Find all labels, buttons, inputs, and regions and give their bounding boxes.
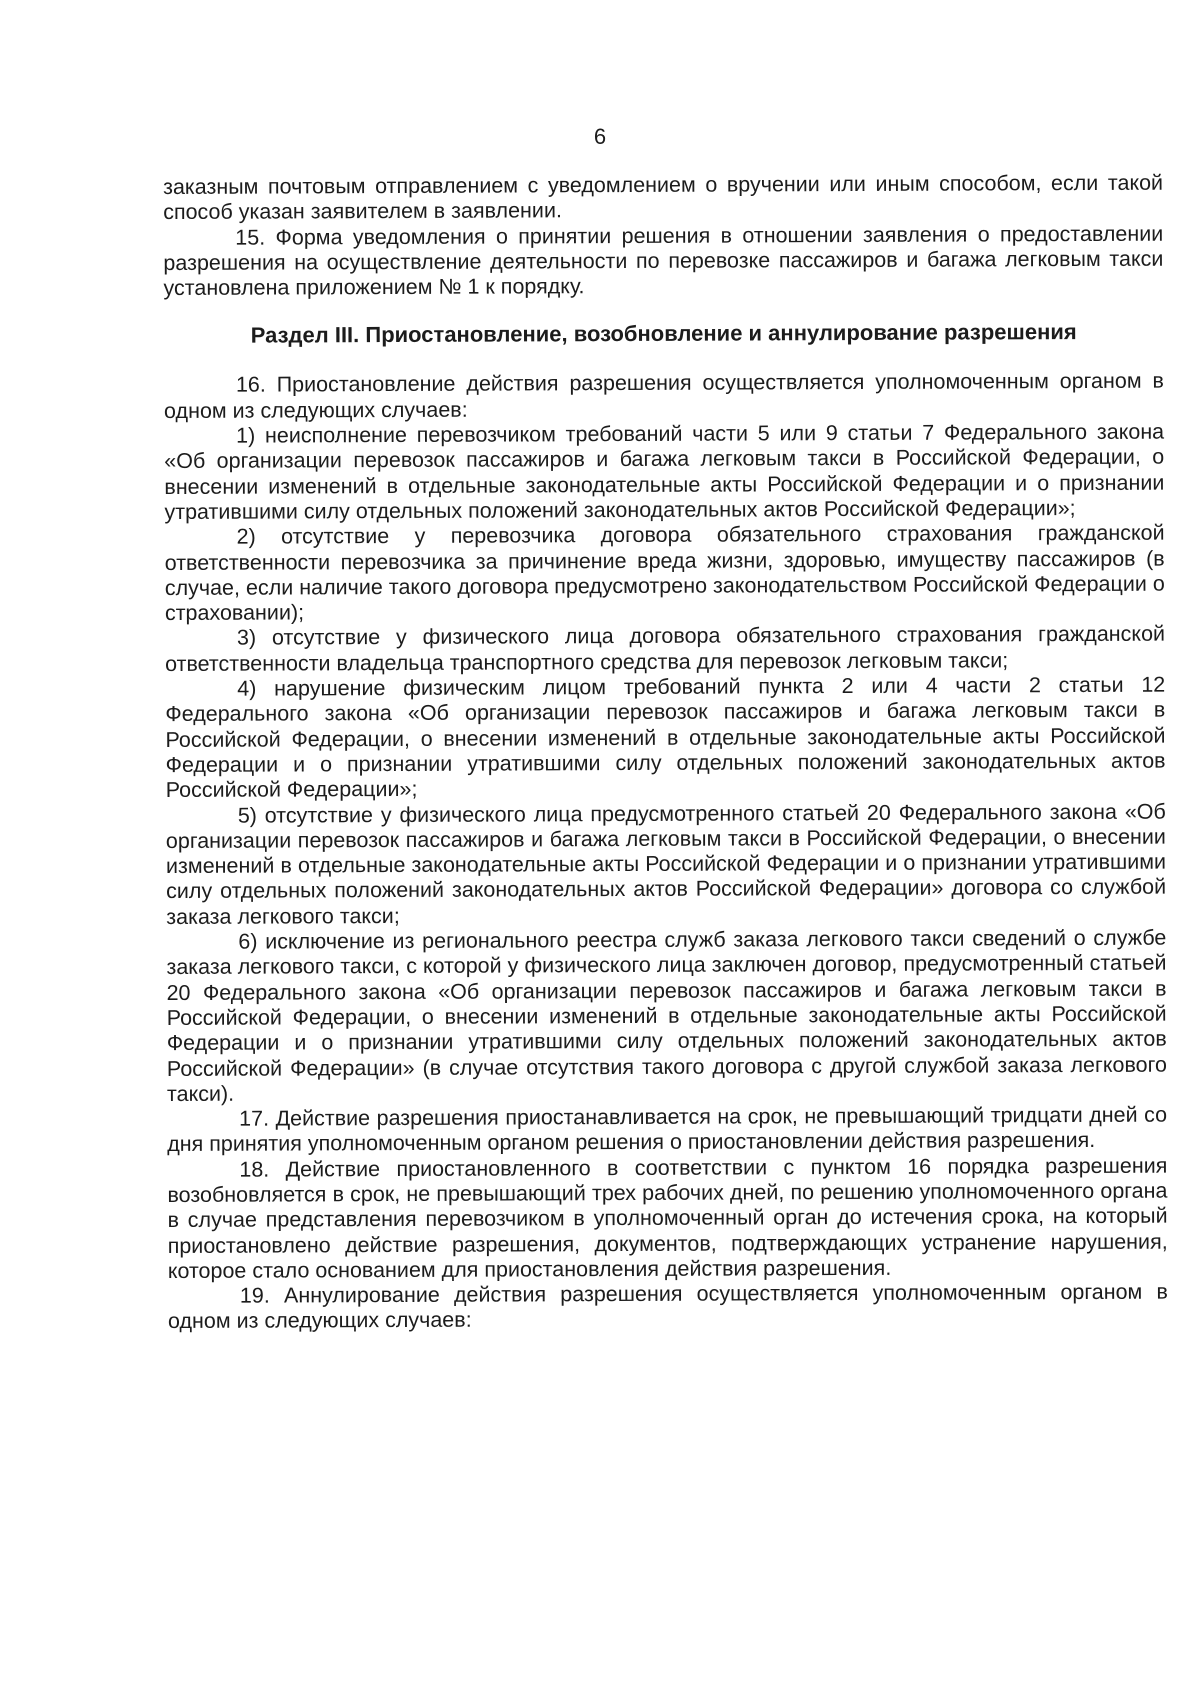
list-item-3: 3) отсутствие у физического лица договора обязательного страхования гражданской ответственности владельца транспортного средства для перевозок легковым такси; bbox=[165, 622, 1166, 676]
page-number: 6 bbox=[593, 124, 607, 149]
paragraph-15: 15. Форма уведомления о принятии решения в отношении заявления о предоставлении разрешения на осуществление деятельности по перевозке пассажиров и багажа легковым такси установлена приложением № 1 к порядку. bbox=[163, 221, 1164, 301]
paragraph-16: 16. Приостановление действия разрешения осуществляется уполномоченным органом в одном из следующих случаев: bbox=[163, 369, 1164, 423]
paragraph-19: 19. Аннулирование действия разрешения осуществляется уполномоченным органом в одном из следующих случаев: bbox=[167, 1279, 1168, 1334]
paragraph-17: 17. Действие разрешения приостанавливается на срок, не превышающий тридцати дней со дня принятия уполномоченным органом решения о приостановлении действия разрешения. bbox=[167, 1102, 1168, 1157]
paragraph-18: 18. Действие приостановленного в соответствии с пунктом 16 порядка разрешения возобновляется в срок, не превышающий трех рабочих дней, по решению уполномоченного органа в случае представления перевозчиком в уполномоченный орган до истечения срока, на который приостановлено действие разрешения, документов, подтверждающих устранение нарушения, которое стало основанием для приостановления действия разрешения. bbox=[167, 1153, 1168, 1283]
section-heading: Раздел III. Приостановление, возобновление и аннулирование разрешения bbox=[250, 319, 1077, 349]
document-body bbox=[163, 171, 1168, 1335]
paragraph-continuation: заказным почтовым отправлением с уведомлением о вручении или иным способом, если такой способ указан заявителем в заявлении. bbox=[163, 170, 1164, 225]
list-item-6: 6) исключение из регионального реестра служб заказа легкового такси сведений о службе заказа легкового такси, с которой у физического лица заключен договор, предусмотренный статьей 20 Федерального закона «Об организации перевозок пассажиров и багажа легковым такси в Российской Федерации, о внесении изменений в отдельные законодательные акты Российской Федерации и о признании утратившими силу отдельных положений законодательных актов Российской Федерации» (в случае отсутствия такого договора с другой службой заказа легкового такси). bbox=[166, 925, 1167, 1106]
list-item-4: 4) нарушение физическим лицом требований пункта 2 или 4 части 2 статьи 12 Федерального закона «Об организации перевозок пассажиров и багажа легковым такси в Российской Федерации, о внесении изменений в отдельные законодательные акты Российской Федерации и о признании утратившими силу отдельных положений законодательных актов Российской Федерации»; bbox=[165, 672, 1166, 803]
list-item-5: 5) отсутствие у физического лица предусмотренного статьей 20 Федерального закона «Об организации перевозок пассажиров и багажа легковым такси в Российской Федерации, о внесении изменений в отдельные законодательные акты Российской Федерации и о признании утратившими силу отдельных положений законодательных актов Российской Федерации» договора со службой заказа легкового такси; bbox=[165, 799, 1167, 929]
list-item-2: 2) отсутствие у перевозчика договора обязательного страхования гражданской ответственности перевозчика за причинение вреда жизни, здоровью, имуществу пассажиров (в случае, если наличие такого договора предусмотрено законодательством Российской Федерации о страховании); bbox=[164, 520, 1165, 626]
list-item-1: 1) неисполнение перевозчиком требований части 5 или 9 статьи 7 Федерального закона «Об организации перевозок пассажиров и багажа легковым такси в Российской Федерации, о внесении изменений в отдельные законодательные акты Российской Федерации и о признании утратившими силу отдельных положений законодательных актов Российской Федерации»; bbox=[164, 419, 1165, 524]
